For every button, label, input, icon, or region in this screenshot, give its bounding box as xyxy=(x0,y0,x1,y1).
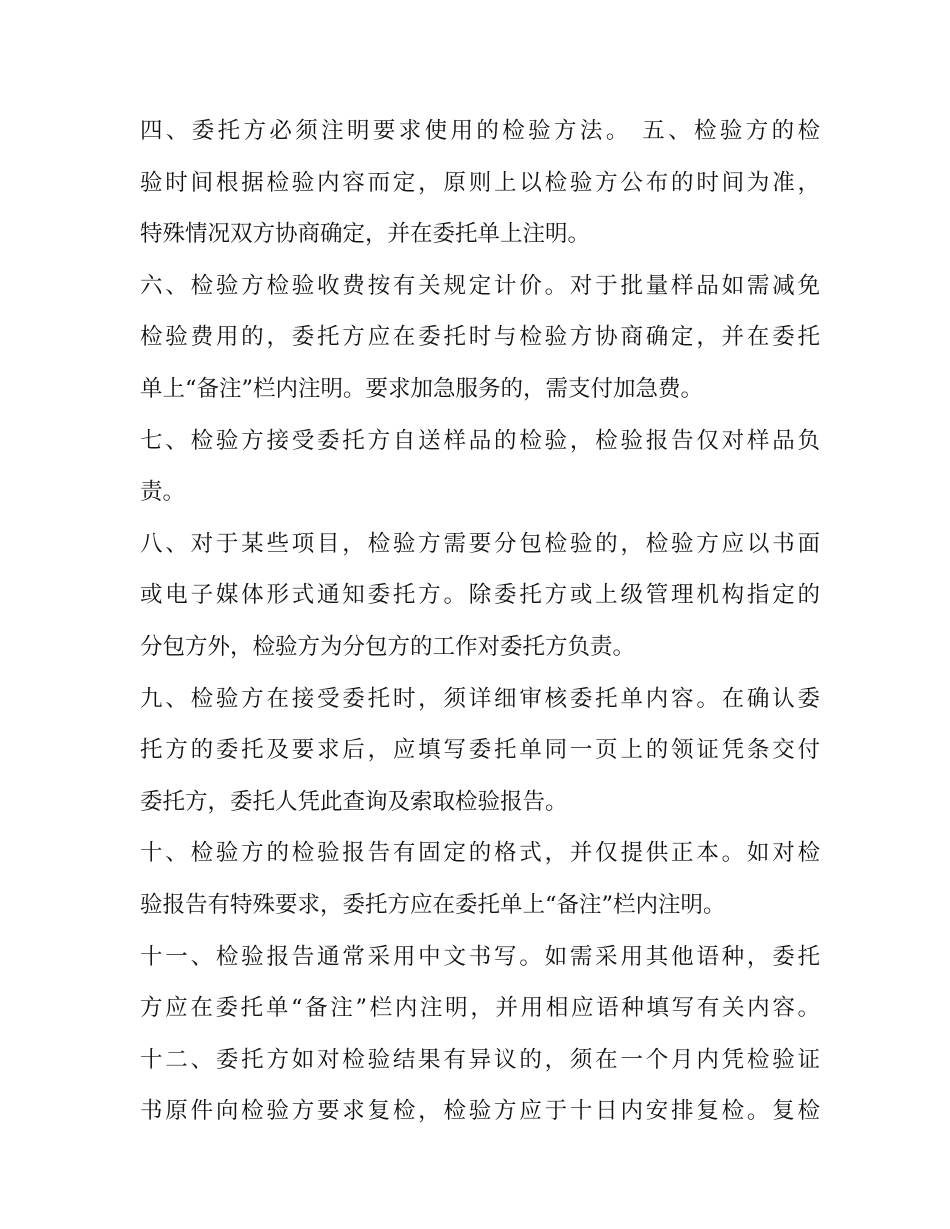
text-line: 十、检验方的检验报告有固定的格式，并仅提供正本。如对检 xyxy=(140,840,820,867)
text-line: 书原件向检验方要求复检，检验方应于十日内安排复检。复检 xyxy=(140,1098,820,1125)
text-line: 七、检验方接受委托方自送样品的检验，检验报告仅对样品负 xyxy=(140,427,820,454)
document-body xyxy=(140,106,820,1138)
text-line: 分包方外，检验方为分包方的工作对委托方负责。 xyxy=(140,633,636,660)
text-line: 验时间根据检验内容而定，原则上以检验方公布的时间为准， xyxy=(140,169,820,196)
text-line: 九、检验方在接受委托时，须详细审核委托单内容。在确认委 xyxy=(140,685,820,712)
text-line: 八、对于某些项目，检验方需要分包检验的，检验方应以书面 xyxy=(140,530,820,557)
text-line: 单上“备注”栏内注明。要求加急服务的，需支付加急费。 xyxy=(140,375,704,402)
text-line: 验报告有特殊要求，委托方应在委托单上“备注”栏内注明。 xyxy=(140,891,726,918)
text-line: 特殊情况双方协商确定，并在委托单上注明。 xyxy=(140,221,591,248)
text-line: 检验费用的，委托方应在委托时与检验方协商确定，并在委托 xyxy=(140,324,820,351)
text-line: 四、委托方必须注明要求使用的检验方法。 五、检验方的检 xyxy=(140,118,820,144)
text-line: 委托方，委托人凭此查询及索取检验报告。 xyxy=(140,788,568,815)
text-line: 或电子媒体形式通知委托方。除委托方或上级管理机构指定的 xyxy=(140,582,820,609)
text-line: 六、检验方检验收费按有关规定计价。对于批量样品如需减免 xyxy=(140,272,820,299)
text-line: 托方的委托及要求后，应填写委托单同一页上的领证凭条交付 xyxy=(140,737,820,764)
text-line: 方应在委托单“备注”栏内注明，并用相应语种填写有关内容。 xyxy=(140,995,820,1022)
text-line: 十一、检验报告通常采用中文书写。如需采用其他语种，委托 xyxy=(140,943,820,970)
text-line: 十二、委托方如对检验结果有异议的，须在一个月内凭检验证 xyxy=(140,1046,820,1073)
text-line: 责。 xyxy=(140,479,186,506)
